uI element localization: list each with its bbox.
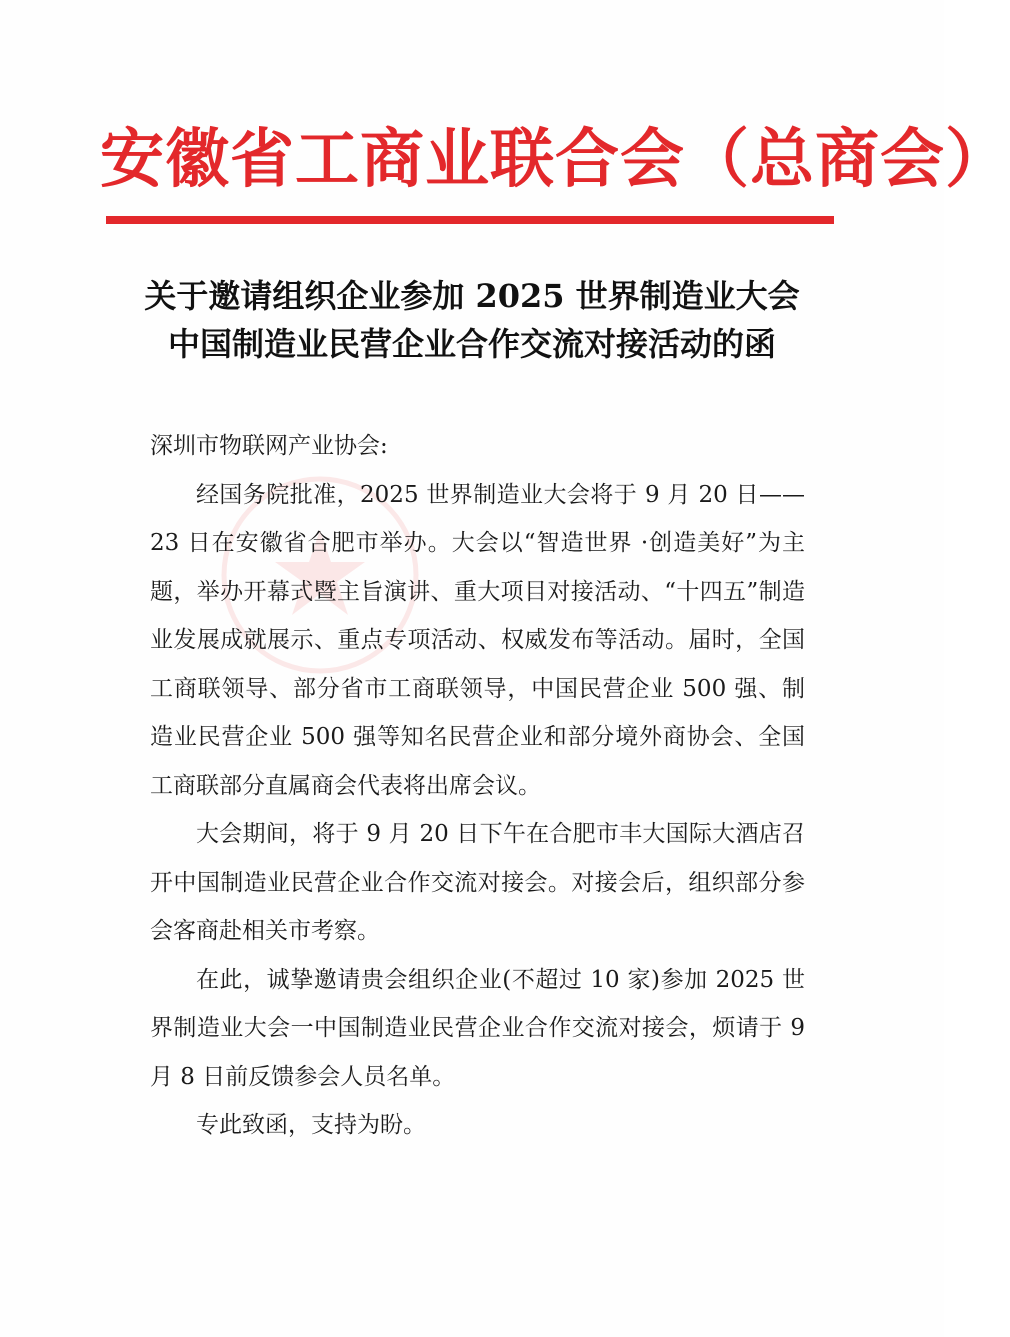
letter-body [150, 422, 805, 1150]
letter-salutation: 深圳市物联网产业协会: [150, 433, 388, 459]
document-title-line-2: 中国制造业民营企业合作交流对接活动的函 [167, 325, 776, 363]
document-title-line-1: 关于邀请组织企业参加 2025 世界制造业大会 [144, 277, 800, 315]
letter-paragraph-1: 经国务院批准，2025 世界制造业大会将于 9 月 20 日——23 日在安徽省合肥市举办。大会以“智造世界 ·创造美好”为主题，举办开幕式暨主旨演讲、重大项目对接活动、“十四五”制造业发展成就展示、重点专项活动、权威发布等活动。届时，全国工商联领导、部分省市工商联领导，中国民营企业 500 强、制造业民营企业 500 强等知名民营企业和部分境外商协会、全国工商联部分直属商会代表将出席会议。 [150, 481, 805, 799]
letter-paragraph-2: 大会期间，将于 9 月 20 日下午在合肥市丰大国际大酒店召开中国制造业民营企业合作交流对接会。对接会后，组织部分参会客商赴相关市考察。 [150, 821, 805, 944]
letter-paragraph-3: 在此，诚挚邀请贵会组织企业(不超过 10 家)参加 2025 世界制造业大会一中国制造业民营企业合作交流对接会，烦请于 9 月 8 日前反馈参会人员名单。 [150, 966, 805, 1090]
letter-closing: 专此致函，支持为盼。 [196, 1112, 426, 1138]
letterhead-red-rule [106, 216, 834, 224]
letterhead-title: 安徽省工商业联合会（总商会） [100, 122, 1010, 197]
document-title [90, 272, 854, 368]
